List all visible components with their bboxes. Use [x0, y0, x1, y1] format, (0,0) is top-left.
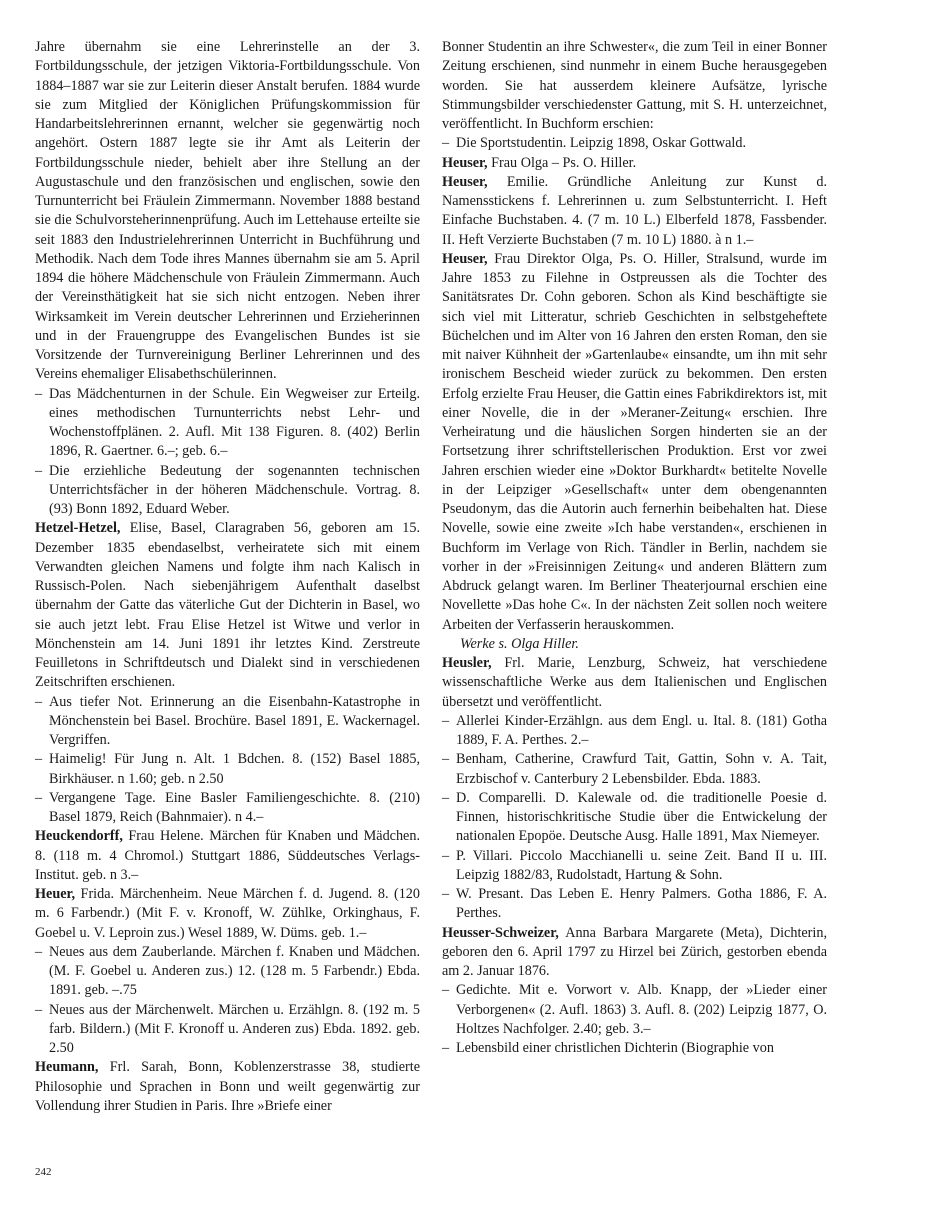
dash-bullet: –	[35, 462, 43, 479]
lexicon-entry	[442, 173, 827, 250]
entry-headword: Heusler,	[442, 655, 492, 671]
page-number: 242	[35, 1166, 52, 1178]
bibliography-item	[35, 943, 420, 1001]
dash-bullet: –	[442, 847, 450, 864]
item-text: Allerlei Kinder-Erzählgn. aus dem Engl. u. Ital. 8. (181) Gotha 1889, F. A. Perthes. 2.–	[456, 712, 827, 748]
entry-text: Emilie. Gründliche Anleitung zur Kunst d. Namensstickens f. Lehrerinnen u. zum Selbstunterricht. I. Heft Einfache Buchstaben. 4. (7 m. 10 L.) Elberfeld 1878, Fassbender. II. Heft Verzierte Buchstaben (7 m. 10 L) 1880. à n 1.–	[442, 173, 827, 248]
bibliography-item	[442, 885, 827, 924]
dash-bullet: –	[442, 712, 450, 729]
cross-reference: Werke s. Olga Hiller.	[460, 635, 579, 652]
bibliography-item	[35, 789, 420, 828]
item-text: Haimelig! Für Jung n. Alt. 1 Bdchen. 8. (152) Basel 1885, Birkhäuser. n 1.60; geb. n 2.50	[49, 751, 420, 787]
lexicon-entry	[442, 250, 827, 635]
dash-bullet: –	[442, 751, 450, 768]
entry-headword: Hetzel-Hetzel,	[35, 520, 121, 537]
item-text: Die Sportstudentin. Leipzig 1898, Oskar Gottwald.	[456, 135, 747, 152]
bibliography-item	[35, 693, 420, 751]
lexicon-entry	[442, 154, 827, 173]
dash-bullet: –	[442, 135, 450, 152]
paragraph: Jahre übernahm sie eine Lehrerinstelle an der 3. Fortbildungsschule, der jetzigen Viktoria-Fortbildungsschule. Von 1884–1887 war sie zur Leiterin dieser Anstalt berufen. 1884 wurde sie zum Mitglied der Königlichen Prüfungskommission für Handarbeitslehrerinnen ernannt, welcher sie gegenwärtig noch angehört. Ostern 1887 legte sie ihr Amt als Leiterin der Fortbildungsschule nieder, behielt aber ihre Stellung an der Augustaschule und den französischen und englischen, sowie den Turnunterricht bei Fräulein Zimmermann. November 1888 bestand sie die Schulvorsteherinnenprüfung. Auch im Lettehause erteilte sie seit 1883 den Industrielehrerinnen Unterricht in Buchführung und Methodik. Nach dem Tode ihres Mannes übernahm sie am 5. April 1894 die höhere Mädchenschule von Fräulein Zimmermann. Auch der Vereinsthätigkeit hat sie sich nicht entzogen. Neben ihrer Wirksamkeit im Verein deutscher Lehrerinnen und Erzieherinnen und in der Frauengruppe des Evangelischen Bundes ist sie Vorsitzende der Turnvereinigung Berliner Lehrerinnen und des Vereins ehemaliger Elisabethschülerinnen.	[35, 39, 420, 383]
right-column	[442, 38, 827, 1058]
lexicon-entry	[35, 827, 420, 885]
bibliography-item	[442, 789, 827, 847]
item-text: Neues aus dem Zauberlande. Märchen f. Knaben und Mädchen. (M. F. Goebel u. Anderen zus.) 12. (128 m. 5 Farbendr.) Ebda. 1891. geb. –.75	[49, 943, 420, 999]
dash-bullet: –	[35, 751, 43, 768]
item-text: D. Comparelli. D. Kalewale od. die traditionelle Poesie d. Finnen, historischkritische Studie über die Entwickelung der nationalen Epopöe. Deutsche Ausg. Halle 1891, Max Niemeyer.	[456, 789, 827, 845]
bibliography-item	[442, 134, 827, 153]
item-text: Aus tiefer Not. Erinnerung an die Eisenbahn-Katastrophe in Mönchenstein bei Basel. Brochüre. Basel 1891, E. Wackernagel. Vergriffen.	[49, 693, 420, 748]
item-text: Neues aus der Märchenwelt. Märchen u. Erzählgn. 8. (192 m. 5 farb. Bildern.) (Mit F. Kronoff u. Anderen zus) Ebda. 1892. geb. 2.50	[49, 1001, 420, 1056]
dash-bullet: –	[442, 1040, 450, 1056]
lexicon-entry	[442, 654, 827, 712]
dash-bullet: –	[35, 385, 43, 402]
entry-headword: Heuckendorff,	[35, 828, 123, 845]
dash-bullet: –	[442, 886, 450, 902]
entry-text: Frau Helene. Märchen für Knaben und Mädchen. 8. (118 m. 4 Chromol.) Stuttgart 1886, Süddeutsches Verlags-Institut. geb. n 3.–	[35, 828, 420, 883]
bibliography-item	[35, 385, 420, 462]
entry-text: Anna Barbara Margarete (Meta), Dichterin, geboren den 6. April 1797 zu Hirzel bei Zürich, gestorben ebenda am 2. Januar 1876.	[442, 924, 827, 979]
item-text: P. Villari. Piccolo Macchianelli u. seine Zeit. Band II u. III. Leipzig 1882/83, Rudolstadt, Hartung & Sohn.	[456, 847, 827, 883]
dash-bullet: –	[442, 982, 450, 999]
dash-bullet: –	[35, 1001, 43, 1018]
entry-text: Frl. Sarah, Bonn, Koblenzerstrasse 38, studierte Philosophie und Sprachen in Bonn und weilt gegenwärtig zur Vollendung ihrer Studien in Paris. Ihre »Briefe einer	[35, 1059, 420, 1114]
entry-text: Frida. Märchenheim. Neue Märchen f. d. Jugend. 8. (120 m. 6 Farbendr.) (Mit F. v. Kronoff, W. Zühlke, Orkinghaus, F. Goebel u. V. Leproin zus.) Wesel 1889, W. Düms. geb. 1.–	[35, 886, 420, 941]
item-text: Gedichte. Mit e. Vorwort v. Alb. Knapp, der »Lieder einer Verborgenen« (2. Aufl. 1863) 3. Aufl. 8. (202) Leipzig 1877, O. Holtzes Nachfolger. 2.40; geb. 3.–	[456, 982, 827, 1037]
bibliography-item	[35, 462, 420, 520]
entry-headword: Heuser,	[442, 154, 488, 171]
bibliography-item	[35, 1001, 420, 1059]
entry-text: Frau Direktor Olga, Ps. O. Hiller, Stralsund, wurde im Jahre 1853 zu Filehne in Ostpreussen als die Tochter des Sanitätsrates Dr. Cohn geboren. Schon als Kind beschäftigte sie sich viel mit Litteratur, schrieb Geschichten in selbstgeheftete Büchelchen und im Alter von 16 Jahren den ersten Roman, den sie mit naiver Kühnheit der »Gartenlaube« einsandte, um ihn mit sehr ironischem Bescheid wieder zurück zu bekommen. Den ersten Erfolg erzielte Frau Heuser, die Gattin eines Fabrikdirektors ist, mit einer Novelle, die in der »Meraner-Zeitung« erschien. Ihre Verheiratung und die häuslichen Sorgen hinderten sie an der Fortsetzung ihrer schriftstellerischen Produktion. Erst vor zwei Jahren erschien wieder eine »Doktor Burkhardt« betitelte Novelle in der Leipziger »Gesellschaft« unter dem obengenannten Pseudonym, das die Autorin auch fernerhin beibehalten hat. Diese Novelle, sowie eine zweite »Ich habe verstanden«, erschienen in Buchform im Verlage von Rich. Tändler in Berlin, nachdem sie vorher in der »Freisinnigen Zeitung« und anderen Blättern zum Abdruck gelangt waren. Im Berliner Theaterjournal erschien eine Novellette »Das hohe C«. In der nächsten Zeit sollen noch weitere Arbeiten der Verfasserin herauskommen.	[442, 250, 827, 633]
dash-bullet: –	[35, 789, 43, 806]
entry-headword: Heuer,	[35, 886, 76, 902]
item-text: Benham, Catherine, Crawfurd Tait, Gattin, Sohn v. A. Tait, Erzbischof v. Canterbury 2 Lebensbilder. Ebda. 1883.	[456, 751, 827, 787]
dash-bullet: –	[442, 789, 450, 806]
item-text: W. Presant. Das Leben E. Henry Palmers. Gotha 1886, F. A. Perthes.	[456, 886, 827, 922]
item-text: Lebensbild einer christlichen Dichterin (Biographie von	[456, 1040, 774, 1056]
entry-text: Frl. Marie, Lenzburg, Schweiz, hat verschiedene wissenschaftliche Werke aus dem Italienischen und Englischen übersetzt und veröffentlicht.	[442, 655, 827, 710]
item-text: Vergangene Tage. Eine Basler Familiengeschichte. 8. (210) Basel 1879, Reich (Bahnmaier). n 4.–	[49, 789, 420, 825]
bibliography-item	[442, 1039, 827, 1058]
paragraph: Bonner Studentin an ihre Schwester«, die zum Teil in einer Bonner Zeitung erschienen, sind nunmehr in einem Buche herausgegeben worden. Sie hat ausserdem kleinere Aufsätze, lyrische Stimmungsbilder verschiedenster Gattung, mit S. H. unterzeichnet, veröffentlicht. In Buchform erschien:	[442, 39, 827, 132]
lexicon-entry	[35, 1058, 420, 1116]
entry-headword: Heusser-Schweizer,	[442, 924, 559, 941]
entry-headword: Heuser,	[442, 173, 488, 190]
dash-bullet: –	[35, 693, 43, 710]
bibliography-item	[35, 750, 420, 789]
lexicon-entry	[442, 924, 827, 982]
entry-text: Frau Olga – Ps. O. Hiller.	[487, 154, 637, 171]
left-column	[35, 38, 420, 1116]
lexicon-entry	[35, 885, 420, 943]
entry-headword: Heumann,	[35, 1059, 99, 1076]
bibliography-item	[442, 981, 827, 1039]
entry-text: Elise, Basel, Claragraben 56, geboren am 15. Dezember 1835 ebendaselbst, verheiratete sich mit einem Verwandten gleichen Namens und folgte ihm nach Kalisch in Russisch-Polen. Nach siebenjährigem Aufenthalt daselbst übernahm der Gatte das väterliche Gut der Dichterin in Basel, wo sie auch jetzt lebt. Frau Elise Hetzel ist Witwe und verlor in Mönchenstein am 14. Juni 1891 ihr letztes Kind. Zerstreute Feuilletons in Schriftdeutsch und Dialekt sind in verschiedenen Zeitschriften erschienen.	[35, 520, 420, 691]
item-text: Das Mädchenturnen in der Schule. Ein Wegweiser zur Erteilg. eines methodischen Turnunterrichts nebst Lehr- und Wochenstoffplänen. 2. Aufl. Mit 138 Figuren. 8. (402) Berlin 1896, R. Gaertner. 6.–; geb. 6.–	[49, 385, 420, 460]
bibliography-item	[442, 750, 827, 789]
bibliography-item	[442, 712, 827, 751]
bibliography-item	[442, 847, 827, 886]
entry-headword: Heuser,	[442, 250, 488, 267]
dash-bullet: –	[35, 943, 43, 960]
lexicon-entry	[35, 519, 420, 692]
item-text: Die erziehliche Bedeutung der sogenannten technischen Unterrichtsfächer in der höheren Mädchenschule. Vortrag. 8. (93) Bonn 1892, Eduard Weber.	[49, 462, 420, 517]
